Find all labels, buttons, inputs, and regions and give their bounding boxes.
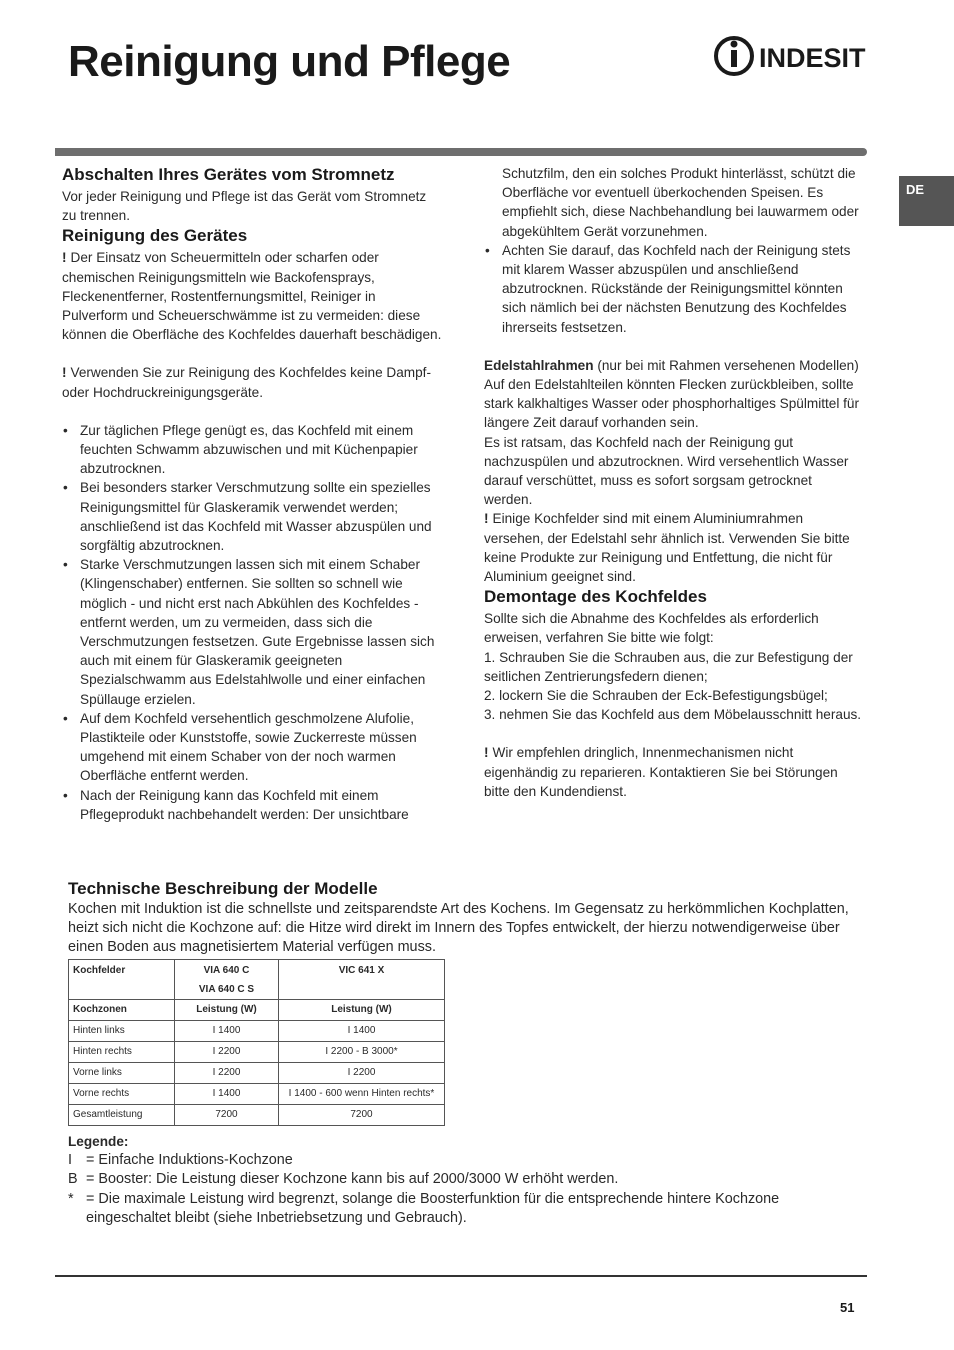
cleaning-warning-1 [62, 248, 442, 344]
table-subheader-row [69, 1000, 445, 1021]
indesit-logo [712, 32, 872, 80]
table-cell: Hinten rechts [69, 1042, 175, 1063]
legend-row [68, 1190, 858, 1228]
warning-mark: ! [484, 511, 489, 527]
legend-title: Legende: [68, 1134, 129, 1150]
steel-frame-note: (nur bei mit Rahmen versehenen Modellen) [597, 357, 859, 373]
language-tab [899, 176, 954, 226]
model-name: VIA 640 C S [198, 983, 255, 995]
table-cell: I 1400 - 600 wenn Hinten rechts* [279, 1084, 445, 1105]
table-cell: I 1400 [279, 1021, 445, 1042]
warning-mark: ! [484, 745, 489, 761]
steel-frame-warning [484, 509, 862, 586]
table-row [69, 1042, 445, 1063]
warning-mark: ! [62, 365, 67, 381]
bullet-item: • Zur täglichen Pflege genügt es, das Kochfeld mit einem feuchten Schwamm abzuwischen und mit Küchenpapier abzutrocknen. [62, 421, 442, 479]
table-cell: I 1400 [175, 1084, 279, 1105]
steel-frame-text-1: Auf den Edelstahlteilen könnten Flecken zurückbleiben, sollte stark kalkhaltiges Wasser oder phosphorhaltiges Spülmittel für längere Zeit darauf vorhanden sein. [484, 377, 860, 431]
table-header-cell: VIC 641 X [279, 959, 445, 999]
legend-symbol: I [68, 1152, 72, 1169]
table-row [69, 1063, 445, 1084]
section-title-technical: Technische Beschreibung der Modelle [68, 879, 378, 898]
bullet-item: • Bei besonders starker Verschmutzung sollte ein spezielles Reinigungsmittel für Glaskeramik verwendet werden; anschließend ist das Kochfeld mit Wasser abzuspülen und sorgfältig abzutrocknen. [62, 478, 442, 555]
right-column [484, 164, 862, 801]
table-cell: I 1400 [175, 1021, 279, 1042]
legend-row [68, 1170, 858, 1189]
legend-text: = Die maximale Leistung wird begrenzt, solange die Boosterfunktion für die entsprechende hintere Kochzone eingeschaltet bleibt (siehe Inbetriebsetzung und Gebrauch). [86, 1190, 780, 1226]
table-row [69, 1021, 445, 1042]
page-title: Reinigung und Pflege [68, 37, 511, 86]
table-row [69, 1105, 445, 1126]
legend-row [68, 1151, 858, 1170]
section-title-cleaning: Reinigung des Gerätes [62, 226, 248, 246]
bullet-item: • Achten Sie darauf, das Kochfeld nach der Reinigung stets mit klarem Wasser abzuspülen und anschließend abzutrocknen. Rückstände der Reinigungsmittel könnten sich nämlich bei der nächsten Benutzung des Kochfeldes ihrerseits festsetzen. [484, 241, 862, 337]
table-header-cell: Leistung (W) [279, 1000, 445, 1021]
table-cell: I 2200 [175, 1042, 279, 1063]
model-name: VIA 640 C [203, 964, 250, 976]
bullet-continuation: Schutzfilm, den ein solches Produkt hinterlässt, schützt die Oberfläche vor eventuell überkochenden Speisen. Es empfiehlt sich, diese Nachbehandlung bei lauwarmem oder abgekühltem Gerät vorzunehmen. [502, 166, 859, 239]
bullet-item: • Auf dem Kochfeld versehentlich geschmolzene Alufolie, Plastikteile oder Kunststoffe, sowie Zuckerreste müssen umgehend mit einem Schaber von der noch warmen Oberfläche entfernt werden. [62, 709, 442, 786]
table-cell: I 2200 [279, 1063, 445, 1084]
steel-frame-text-2: Es ist ratsam, das Kochfeld nach der Reinigung gut nachzuspülen und abzutrocknen. Wird versehentlich Wasser darauf verschüttet, muss es sofort sorgsam getrocknet werden. [484, 434, 849, 508]
table-header-cell: Kochfelder [69, 959, 175, 999]
table-cell: Vorne rechts [69, 1084, 175, 1105]
cleaning-bullet-list [62, 421, 442, 824]
warning-text: Der Einsatz von Scheuermitteln oder scharfen oder chemischen Reinigungsmitteln wie Backofensprays, Fleckenentferner, Rostentfernungsmittel, Reiniger in Pulverform und Scheuerschwämme ist zu vermeiden: diese können die Oberfläche des Kochfeldes dauerhaft beschädigen. [62, 250, 442, 343]
table-header-row [69, 959, 445, 999]
removal-step: 3. nehmen Sie das Kochfeld aus dem Möbelausschnitt heraus. [484, 707, 862, 723]
bullet-item: • Nach der Reinigung kann das Kochfeld mit einem Pflegeprodukt nachbehandelt werden: Der unsichtbare [62, 786, 442, 824]
table-header-cell: Kochzonen [69, 1000, 175, 1021]
language-tab-label: DE [906, 182, 925, 197]
removal-warning [484, 743, 862, 801]
rinse-bullet-list [484, 241, 862, 337]
warning-text: Verwenden Sie zur Reinigung des Kochfeldes keine Dampf- oder Hochdruckreinigungsgeräte. [62, 365, 431, 400]
table-cell: Gesamtleistung [69, 1105, 175, 1126]
technical-section [68, 878, 858, 1228]
legend-text: = Booster: Die Leistung dieser Kochzone kann bis auf 2000/3000 W erhöht werden. [86, 1171, 619, 1188]
legend-symbol: * [68, 1190, 74, 1207]
warning-mark: ! [62, 250, 67, 266]
disconnect-text: Vor jeder Reinigung und Pflege ist das Gerät vom Stromnetz zu trennen. [62, 189, 427, 224]
table-row [69, 1084, 445, 1105]
section-title-disconnect: Abschalten Ihres Gerätes vom Stromnetz [62, 165, 395, 184]
section-title-removal: Demontage des Kochfeldes [484, 587, 707, 607]
legend-text: = Einfache Induktions-Kochzone [86, 1152, 293, 1169]
table-header-cell: Leistung (W) [175, 1000, 279, 1021]
table-cell: I 2200 [175, 1063, 279, 1084]
logo-wordmark: INDESIT [759, 43, 866, 73]
table-cell: I 2200 - B 3000* [279, 1042, 445, 1063]
page-number: 51 [840, 1300, 855, 1315]
steel-frame-heading [484, 356, 862, 375]
cleaning-warning-2 [62, 363, 442, 401]
removal-step: 2. lockern Sie die Schrauben der Eck-Befestigungsbügel; [484, 688, 828, 704]
bottom-divider [55, 1275, 867, 1277]
steel-frame-title: Edelstahlrahmen [484, 357, 594, 373]
spec-table [68, 959, 445, 1126]
removal-step: 1. Schrauben Sie die Schrauben aus, die zur Befestigung der seitlichen Zentrierungsfedern dienen; [484, 649, 853, 684]
table-cell: Hinten links [69, 1021, 175, 1042]
legend-symbol: B [68, 1171, 78, 1188]
table-cell: 7200 [175, 1105, 279, 1126]
warning-text: Einige Kochfelder sind mit einem Aluminiumrahmen versehen, der Edelstahl sehr ähnlich ist. Verwenden Sie bitte keine Produkte zur Reinigung und Entfettung, die nicht für Aluminium geeignet sind. [484, 511, 850, 585]
removal-intro: Sollte sich die Abnahme des Kochfeldes als erforderlich erweisen, verfahren Sie bitte wie folgt: [484, 611, 819, 646]
table-header-cell [175, 959, 279, 999]
table-cell: Vorne links [69, 1063, 175, 1084]
bullet-item: • Starke Verschmutzungen lassen sich mit einem Schaber (Klingenschaber) entfernen. Sie sollten so schnell wie möglich - und nicht erst nach Abkühlen des Kochfeldes - entfernt werden, um zu vermeiden, dass sich die Verschmutzungen festsetzen. Gute Ergebnisse lassen sich auch mit einem für Glaskeramik geeigneten Spezialschwamm aus Edelstahlwolle und einer einfachen Spüllauge erzielen. [62, 555, 442, 709]
top-divider [55, 148, 867, 156]
legend [68, 1132, 858, 1228]
table-cell: 7200 [279, 1105, 445, 1126]
technical-intro: Kochen mit Induktion ist die schnellste und zeitsparendste Art des Kochens. Im Gegensatz zu herkömmlichen Kochplatten, heizt sich nicht die Kochzone auf: die Hitze wird direkt im Innern des Topfes entwickelt, der hierzu notwendigerweise über einen Boden aus magnetisiertem Material verfügen muss. [68, 901, 849, 956]
left-column [62, 164, 442, 824]
warning-text: Wir empfehlen dringlich, Innenmechanismen nicht eigenhändig zu reparieren. Kontaktieren Sie bei Störungen bitte den Kundendienst. [484, 745, 838, 799]
